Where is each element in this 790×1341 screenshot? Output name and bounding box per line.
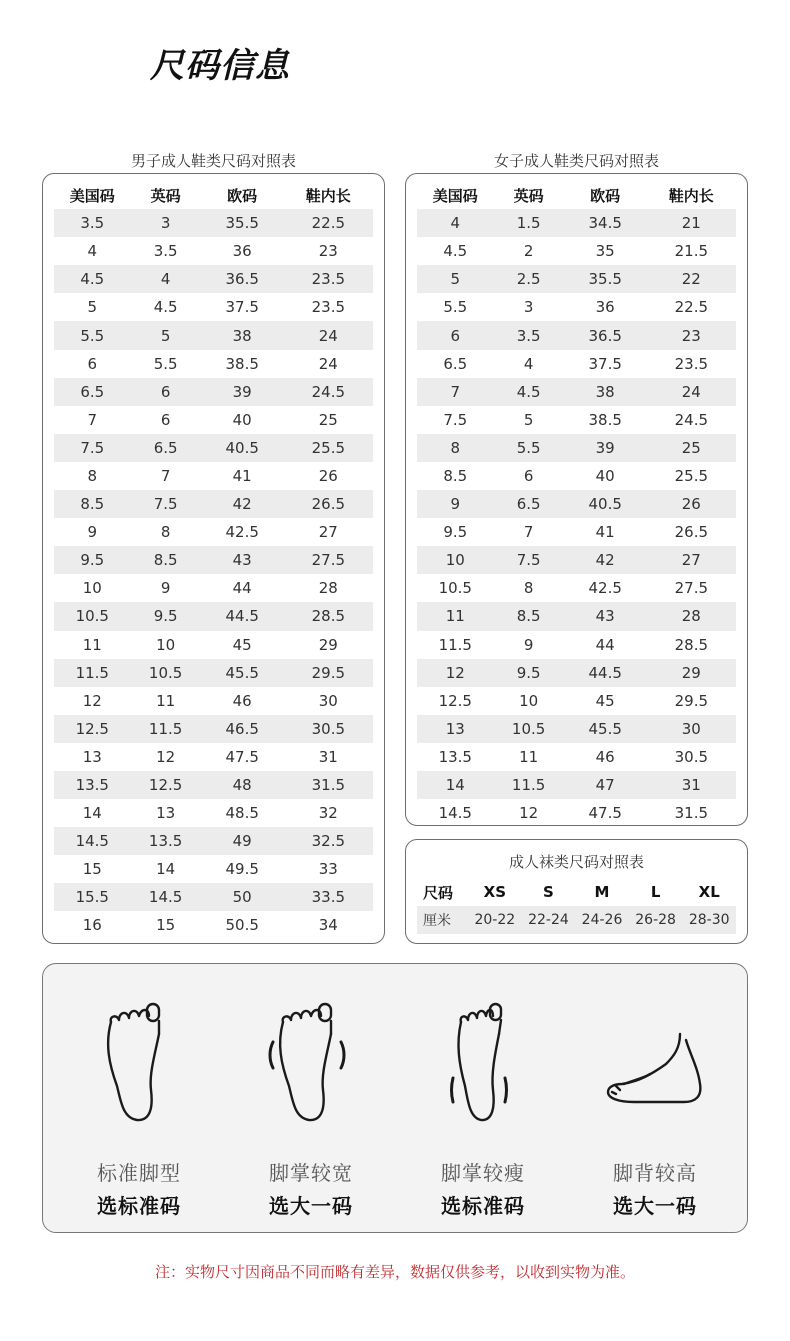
table-cell: 6	[87, 354, 98, 373]
table-cell: 30.5	[311, 719, 346, 738]
sock-table-caption: 成人袜类尺码对照表	[508, 853, 644, 871]
narrow-foot-icon	[433, 994, 533, 1124]
table-cell: 7.5	[153, 495, 178, 514]
table-cell: 5	[450, 270, 461, 289]
table-cell: 33.5	[311, 888, 346, 907]
table-cell: 39	[232, 382, 252, 401]
table-cell: 5	[523, 410, 534, 429]
table-cell: 49.5	[225, 860, 259, 879]
table-cell: 35	[595, 242, 615, 261]
table-row	[54, 631, 373, 659]
foot-type-panel	[42, 963, 748, 1233]
women-size-grid	[417, 181, 736, 827]
table-cell: 50.5	[225, 916, 259, 935]
table-cell: 25	[318, 410, 338, 429]
sock-cm-cell: 24-26	[581, 912, 623, 928]
table-row	[54, 434, 373, 462]
table-cell: 4	[87, 242, 98, 261]
table-cell: 3.5	[153, 242, 178, 261]
women-table-caption: 女子成人鞋类尺码对照表	[493, 152, 659, 170]
table-cell: 45.5	[225, 663, 259, 682]
table-cell: 27.5	[674, 579, 709, 598]
table-cell: 22.5	[674, 298, 709, 317]
table-cell: 4.5	[80, 270, 105, 289]
table-row	[54, 687, 373, 715]
foot-type-tip: 选标准码	[441, 1194, 525, 1218]
table-row	[417, 518, 736, 546]
table-cell: 30.5	[674, 747, 709, 766]
table-row	[417, 715, 736, 743]
column-header: 欧码	[227, 186, 258, 205]
column-header: 美国码	[432, 186, 478, 205]
table-cell: 23.5	[674, 354, 709, 373]
table-row	[54, 546, 373, 574]
table-cell: 47	[595, 776, 615, 795]
table-cell: 28	[681, 607, 701, 626]
table-cell: 28	[318, 579, 338, 598]
table-cell: 6	[450, 326, 461, 345]
table-cell: 14.5	[438, 804, 472, 823]
table-cell: 29.5	[311, 663, 346, 682]
table-cell: 14	[445, 776, 465, 795]
table-cell: 9	[523, 635, 534, 654]
table-row	[417, 293, 736, 321]
table-cell: 5.5	[153, 354, 178, 373]
table-cell: 23	[318, 242, 338, 261]
table-cell: 16	[82, 916, 102, 935]
table-cell: 40	[595, 466, 615, 485]
table-cell: 5.5	[443, 298, 468, 317]
table-cell: 11	[445, 607, 465, 626]
men-header-row	[54, 181, 373, 209]
sock-size-cell: L	[650, 883, 661, 901]
table-row	[54, 855, 373, 883]
table-cell: 13	[156, 804, 176, 823]
table-cell: 7	[450, 382, 461, 401]
table-cell: 5	[160, 326, 171, 345]
table-row	[417, 209, 736, 237]
table-cell: 8	[160, 523, 171, 542]
table-row	[417, 434, 736, 462]
table-cell: 24	[681, 382, 701, 401]
sock-cm-cell: 28-30	[688, 912, 730, 928]
table-cell: 15.5	[75, 888, 109, 907]
table-cell: 21.5	[674, 242, 709, 261]
table-cell: 5.5	[80, 326, 105, 345]
table-cell: 44.5	[225, 607, 259, 626]
foot-type-tip: 选大一码	[613, 1194, 697, 1218]
table-cell: 2	[523, 242, 534, 261]
foot-type-name: 标准脚型	[97, 1161, 181, 1185]
table-cell: 11.5	[148, 719, 183, 738]
table-cell: 12	[82, 691, 102, 710]
table-cell: 48.5	[225, 804, 259, 823]
table-cell: 6	[523, 466, 534, 485]
table-cell: 6	[160, 410, 171, 429]
table-row	[417, 574, 736, 602]
table-cell: 9.5	[80, 551, 105, 570]
column-header: 英码	[513, 186, 544, 205]
table-cell: 9.5	[153, 607, 178, 626]
column-header: 鞋内长	[668, 186, 714, 205]
foot-type-tip: 选标准码	[97, 1194, 181, 1218]
table-row	[54, 518, 373, 546]
table-cell: 10	[519, 691, 539, 710]
foot-type-name: 脚掌较宽	[269, 1161, 353, 1185]
table-cell: 21	[681, 214, 701, 233]
table-cell: 42.5	[225, 523, 259, 542]
table-row	[54, 209, 373, 237]
table-cell: 42.5	[588, 579, 622, 598]
table-cell: 3	[160, 214, 171, 233]
table-cell: 13.5	[148, 832, 183, 851]
sock-size-label: 尺码	[423, 883, 454, 902]
foot-type-name: 脚掌较瘦	[441, 1161, 525, 1185]
table-cell: 12.5	[438, 691, 472, 710]
table-cell: 10.5	[75, 607, 109, 626]
table-row	[417, 265, 736, 293]
men-size-table	[42, 173, 385, 944]
table-row	[54, 462, 373, 490]
table-cell: 11.5	[438, 635, 472, 654]
table-cell: 4.5	[443, 242, 468, 261]
table-cell: 37.5	[588, 354, 622, 373]
table-cell: 6.5	[80, 382, 105, 401]
sock-size-grid	[417, 878, 736, 934]
table-cell: 4.5	[516, 382, 541, 401]
table-row	[54, 237, 373, 265]
table-cell: 15	[156, 916, 176, 935]
table-cell: 46	[232, 691, 252, 710]
table-cell: 31.5	[674, 804, 709, 823]
table-cell: 1.5	[516, 214, 541, 233]
table-cell: 26.5	[311, 495, 346, 514]
women-size-table	[405, 173, 748, 826]
table-cell: 6	[160, 382, 171, 401]
table-cell: 10	[156, 635, 176, 654]
table-cell: 45	[595, 691, 615, 710]
table-cell: 45	[232, 635, 252, 654]
table-cell: 5	[87, 298, 98, 317]
table-cell: 28.5	[311, 607, 346, 626]
table-cell: 44	[595, 635, 615, 654]
table-cell: 29.5	[674, 691, 709, 710]
table-cell: 38	[232, 326, 252, 345]
table-cell: 36.5	[588, 326, 622, 345]
table-cell: 45.5	[588, 719, 622, 738]
table-cell: 24	[318, 354, 338, 373]
table-cell: 5.5	[516, 438, 541, 457]
table-cell: 35.5	[588, 270, 622, 289]
table-cell: 47.5	[588, 804, 622, 823]
table-row	[417, 771, 736, 799]
table-cell: 3	[523, 298, 534, 317]
table-row	[54, 293, 373, 321]
table-cell: 24.5	[674, 410, 709, 429]
table-cell: 36.5	[225, 270, 259, 289]
table-cell: 31	[318, 747, 338, 766]
table-cell: 12.5	[75, 719, 109, 738]
column-header: 美国码	[69, 186, 115, 205]
table-cell: 14	[156, 860, 176, 879]
table-cell: 8.5	[516, 607, 541, 626]
table-cell: 46	[595, 747, 615, 766]
sock-cm-cell: 26-28	[635, 912, 676, 928]
table-cell: 38.5	[225, 354, 259, 373]
sock-cm-cell: 22-24	[528, 912, 569, 928]
table-cell: 27	[318, 523, 338, 542]
table-cell: 43	[595, 607, 615, 626]
table-row	[54, 602, 373, 630]
table-cell: 10.5	[438, 579, 472, 598]
table-cell: 7.5	[443, 410, 468, 429]
table-row	[54, 743, 373, 771]
table-cell: 7.5	[516, 551, 541, 570]
table-cell: 9.5	[516, 663, 541, 682]
women-header-row	[417, 181, 736, 209]
table-row	[54, 715, 373, 743]
table-cell: 35.5	[225, 214, 259, 233]
table-cell: 22	[681, 270, 701, 289]
table-cell: 13	[445, 719, 465, 738]
table-row	[417, 799, 736, 827]
table-cell: 8.5	[80, 495, 105, 514]
table-cell: 40	[232, 410, 252, 429]
table-cell: 23	[681, 326, 701, 345]
table-cell: 46.5	[225, 719, 259, 738]
table-row	[54, 883, 373, 911]
table-cell: 31	[681, 776, 701, 795]
sock-size-table	[405, 839, 748, 944]
table-row	[417, 490, 736, 518]
table-cell: 10	[82, 579, 102, 598]
sock-cm-cell: 20-22	[474, 912, 516, 928]
table-cell: 34	[318, 916, 338, 935]
high-instep-foot-icon	[589, 994, 719, 1124]
table-cell: 4.5	[153, 298, 178, 317]
table-row	[417, 321, 736, 349]
foot-type-high-instep	[567, 964, 743, 1232]
table-row	[417, 546, 736, 574]
table-cell: 48	[232, 776, 252, 795]
sock-size-row	[417, 878, 736, 906]
table-row	[54, 574, 373, 602]
table-cell: 22.5	[311, 214, 346, 233]
table-cell: 29	[681, 663, 701, 682]
table-cell: 4	[450, 214, 461, 233]
table-row	[54, 406, 373, 434]
table-cell: 13.5	[438, 747, 472, 766]
table-cell: 49	[232, 832, 252, 851]
table-cell: 8.5	[153, 551, 178, 570]
table-cell: 39	[595, 438, 615, 457]
table-row	[54, 490, 373, 518]
table-cell: 36	[595, 298, 615, 317]
table-cell: 4	[160, 270, 171, 289]
table-row	[54, 321, 373, 349]
table-cell: 34.5	[588, 214, 622, 233]
sock-cm-row	[417, 906, 736, 934]
foot-type-tip: 选大一码	[269, 1194, 353, 1218]
wide-foot-icon	[261, 994, 361, 1124]
table-cell: 42	[595, 551, 615, 570]
table-cell: 6.5	[443, 354, 468, 373]
table-cell: 23.5	[311, 298, 346, 317]
table-cell: 44	[232, 579, 252, 598]
sock-size-cell: M	[594, 883, 610, 901]
table-cell: 12	[445, 663, 465, 682]
table-cell: 40.5	[588, 495, 622, 514]
foot-type-name: 脚背较高	[613, 1161, 697, 1185]
table-row	[54, 911, 373, 939]
table-cell: 25.5	[311, 438, 346, 457]
sock-size-cell: S	[543, 883, 554, 901]
column-header: 鞋内长	[305, 186, 351, 205]
column-header: 欧码	[590, 186, 621, 205]
table-cell: 41	[232, 466, 252, 485]
table-cell: 7	[523, 523, 534, 542]
table-cell: 3.5	[516, 326, 541, 345]
table-cell: 6.5	[516, 495, 541, 514]
table-cell: 2.5	[516, 270, 541, 289]
table-cell: 43	[232, 551, 252, 570]
foot-type-wide	[223, 964, 399, 1232]
table-cell: 29	[318, 635, 338, 654]
table-cell: 30	[318, 691, 338, 710]
table-row	[54, 827, 373, 855]
table-row	[54, 350, 373, 378]
table-cell: 32.5	[311, 832, 346, 851]
table-cell: 8	[450, 438, 461, 457]
table-cell: 13.5	[75, 776, 109, 795]
table-cell: 14	[82, 804, 102, 823]
table-cell: 40.5	[225, 438, 259, 457]
table-cell: 9	[87, 523, 98, 542]
table-cell: 3.5	[80, 214, 105, 233]
table-cell: 9.5	[443, 523, 468, 542]
table-cell: 37.5	[225, 298, 259, 317]
table-cell: 10	[445, 551, 465, 570]
foot-type-standard	[51, 964, 227, 1232]
table-cell: 25	[681, 438, 701, 457]
table-row	[417, 378, 736, 406]
table-cell: 24.5	[311, 382, 346, 401]
table-cell: 36	[232, 242, 252, 261]
table-row	[54, 378, 373, 406]
table-cell: 33	[318, 860, 338, 879]
foot-type-narrow	[395, 964, 571, 1232]
table-cell: 38	[595, 382, 615, 401]
table-cell: 42	[232, 495, 252, 514]
table-cell: 44.5	[588, 663, 622, 682]
column-header: 英码	[150, 186, 181, 205]
table-cell: 27	[681, 551, 701, 570]
table-row	[54, 799, 373, 827]
men-size-grid	[54, 181, 373, 940]
table-row	[417, 659, 736, 687]
disclaimer-note: 注：实物尺寸因商品不同而略有差异，数据仅供参考，以收到实物为准。	[154, 1263, 635, 1281]
table-cell: 41	[595, 523, 615, 542]
table-cell: 11	[82, 635, 102, 654]
table-cell: 11.5	[511, 776, 546, 795]
table-cell: 31.5	[311, 776, 346, 795]
men-table-caption: 男子成人鞋类尺码对照表	[130, 152, 296, 170]
table-cell: 9	[450, 495, 461, 514]
sock-cm-label: 厘米	[423, 913, 451, 929]
table-cell: 13	[82, 747, 102, 766]
table-cell: 25.5	[674, 466, 709, 485]
page-title: 尺码信息	[150, 46, 290, 86]
table-cell: 10.5	[511, 719, 546, 738]
table-cell: 24	[318, 326, 338, 345]
table-row	[417, 406, 736, 434]
table-cell: 50	[232, 888, 252, 907]
table-cell: 12	[156, 747, 176, 766]
table-cell: 8	[523, 579, 534, 598]
table-cell: 26	[681, 495, 701, 514]
table-cell: 38.5	[588, 410, 622, 429]
table-row	[54, 659, 373, 687]
table-cell: 15	[82, 860, 102, 879]
table-cell: 32	[318, 804, 338, 823]
sock-size-cell: XS	[483, 883, 507, 901]
table-cell: 30	[681, 719, 701, 738]
table-cell: 8.5	[443, 466, 468, 485]
table-row	[54, 265, 373, 293]
table-cell: 27.5	[311, 551, 346, 570]
table-row	[417, 237, 736, 265]
table-cell: 7	[87, 410, 98, 429]
table-cell: 28.5	[674, 635, 709, 654]
table-cell: 10.5	[148, 663, 183, 682]
table-cell: 47.5	[225, 747, 259, 766]
table-cell: 4	[523, 354, 534, 373]
table-cell: 7.5	[80, 438, 105, 457]
table-row	[417, 631, 736, 659]
table-row	[417, 602, 736, 630]
table-cell: 14.5	[75, 832, 109, 851]
table-cell: 26.5	[674, 523, 709, 542]
table-cell: 7	[160, 466, 171, 485]
table-row	[417, 350, 736, 378]
table-cell: 11.5	[75, 663, 109, 682]
table-cell: 23.5	[311, 270, 346, 289]
standard-foot-icon	[89, 994, 189, 1124]
table-cell: 11	[156, 691, 176, 710]
table-row	[417, 687, 736, 715]
table-cell: 11	[519, 747, 539, 766]
table-cell: 14.5	[148, 888, 183, 907]
table-cell: 9	[160, 579, 171, 598]
table-cell: 12	[519, 804, 539, 823]
table-cell: 12.5	[148, 776, 183, 795]
table-cell: 8	[87, 466, 98, 485]
table-row	[54, 771, 373, 799]
table-row	[417, 743, 736, 771]
table-cell: 6.5	[153, 438, 178, 457]
table-row	[417, 462, 736, 490]
sock-size-cell: XL	[698, 883, 720, 901]
table-cell: 26	[318, 466, 338, 485]
